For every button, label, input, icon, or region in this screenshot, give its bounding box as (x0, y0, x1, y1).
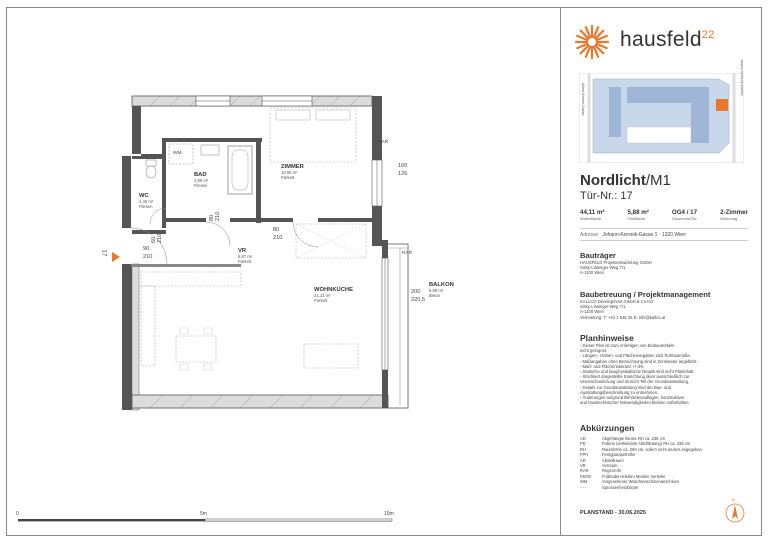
unit-stats (580, 209, 748, 221)
scale-label-0: 0 (16, 511, 19, 517)
street-right-label: Johann-Kresnik-Gasse (740, 59, 744, 96)
wall-bad-top (162, 138, 262, 142)
north-label: N (732, 497, 735, 502)
bed (270, 108, 356, 162)
planhinweise-block: Planhinweise - Dieser Plan ist zum Anfertigen von Einbaumöbeln nicht geeignet. - Längen-, Höhen- und Flächenangaben sind Rohbaumaße. - Maßangaben ohne Bezeichnung sind in Zentimeter angeführt. - Maß- und Flächentoleranz +/-3% - Statische und bauphysikalische Details sind nicht Planinhalt. - Strichliert dargestellte Einrichtung dient ausschließlich zur Veranschaulichung und ist nicht Teil der Grundausstattung. - Details zur Grundausstattung sind der Bau- und Ausstattungsbeschreibung zu entnehmen. - Änderungen aufgrund Behördenauflagen, konstruktiver und haustechnischer Notwendigkeiten bleiben vorbehalten. (580, 333, 698, 406)
abkuerzungen-list: AD Abgehängte Decke RH ca. 236 cm PD Poterie (verkleidete Abluftleitung) RH ca. 236 cm RH Raumhöhe ca. 260 cm, sofern nicht anders angegeben FPH Fertigparapethöhe AR Abstellraum VR Vorraum RAR Regenrohr FEMV Fußboden-Elektro Medien Verteiler WM Vorgesehener Waschmaschinenanschluss - - - Sprossenheizkörper (580, 436, 702, 490)
stat-wohnflaeche: 44,11 m² Wohnfläche (580, 209, 605, 221)
toilet (146, 166, 156, 178)
unit-title: Nordlicht/M1 (580, 172, 671, 189)
address: Adresse Johann-Kresnik-Gasse 1 · 1220 Wien (580, 232, 686, 238)
stat-geschoss: OG4 / 17 Geschoss/Tür (671, 209, 698, 221)
entrance-arrow (112, 252, 120, 262)
sofa (304, 344, 358, 368)
stat-wohnung: 2-Zimmer Wohnung (720, 209, 748, 221)
rar-label-2: RAR (378, 140, 389, 145)
left-wall-upper (132, 106, 141, 154)
scale-label-10m: 10m (384, 511, 394, 517)
wall-bad-wc (162, 138, 166, 222)
rar-label: RAR (402, 251, 413, 256)
stat-freiflaeche: 5,88 m² Freifläche (627, 209, 649, 221)
left-wall-wc (122, 156, 131, 228)
room-wohnkueche: WOHNKÜCHE 21,13 m² Parkett (314, 287, 353, 303)
north-arrow-icon (724, 498, 746, 526)
brand-star-icon (574, 24, 610, 60)
top-wall (132, 96, 372, 106)
room-wc: WC 1,45 m² Fliesen (139, 193, 154, 209)
dim-door-zimmer: 80 210 (273, 227, 283, 241)
room-balkon: BALKON 5,88 m² Beton (429, 282, 454, 298)
dim-balkon-door: 200 220,5 (411, 289, 425, 303)
site-plan-highlight (716, 99, 728, 111)
left-wall-lower (122, 264, 132, 410)
site-plan (579, 73, 744, 163)
scale-label-5m: 5m (200, 511, 207, 517)
planstand: PLANSTAND - 30.06.2025 (580, 510, 646, 516)
wall-bad-zimmer (256, 138, 261, 223)
street-left-label: Alfred-Kinner-Gasse (581, 83, 585, 116)
bautraeger-block: Bauträger HAUSFELD Projektentwicklung GmbH Sissy-Löwinger-Weg 7/1 A-1100 Wien (580, 251, 652, 276)
dim-door-entry: 90 210 (143, 246, 153, 260)
room-zimmer: ZIMMER 10,60 m² Parkett (281, 164, 304, 180)
entrance-number: 17 (100, 249, 107, 257)
dining-table (176, 336, 216, 362)
baubetreuung-block: Baubetreuung / Projektmanagement KALLCO Development GmbH & Co KG Sissy-Löwinger-Weg 7/1 A-1100 Wien Vermietung: T: +43 1 546 25 E: info@kallco.at (580, 290, 711, 320)
abkuerzungen-heading: Abkürzungen (580, 423, 635, 433)
dim-door-wc: 60 210 (151, 233, 163, 243)
dim-door-bad: 80 210 (209, 211, 221, 221)
dim-window-zimmer: 160 126 (398, 163, 408, 177)
wm-label: WM (173, 151, 182, 156)
wall-zimmer-bottom (261, 218, 293, 222)
door-number: Tür-Nr.: 17 (580, 190, 633, 202)
kitchen-counter (141, 272, 241, 286)
room-bad: BAD 4,86 m² Fliesen (194, 172, 209, 188)
bottom-wall (132, 395, 388, 408)
brand-name: hausfeld$^{22}$ (620, 28, 715, 51)
room-vr: VR 5,87 m² Parkett (238, 248, 253, 264)
balkon-slab-outline (387, 244, 408, 408)
panel-divider (560, 7, 561, 536)
bathtub (228, 146, 252, 194)
